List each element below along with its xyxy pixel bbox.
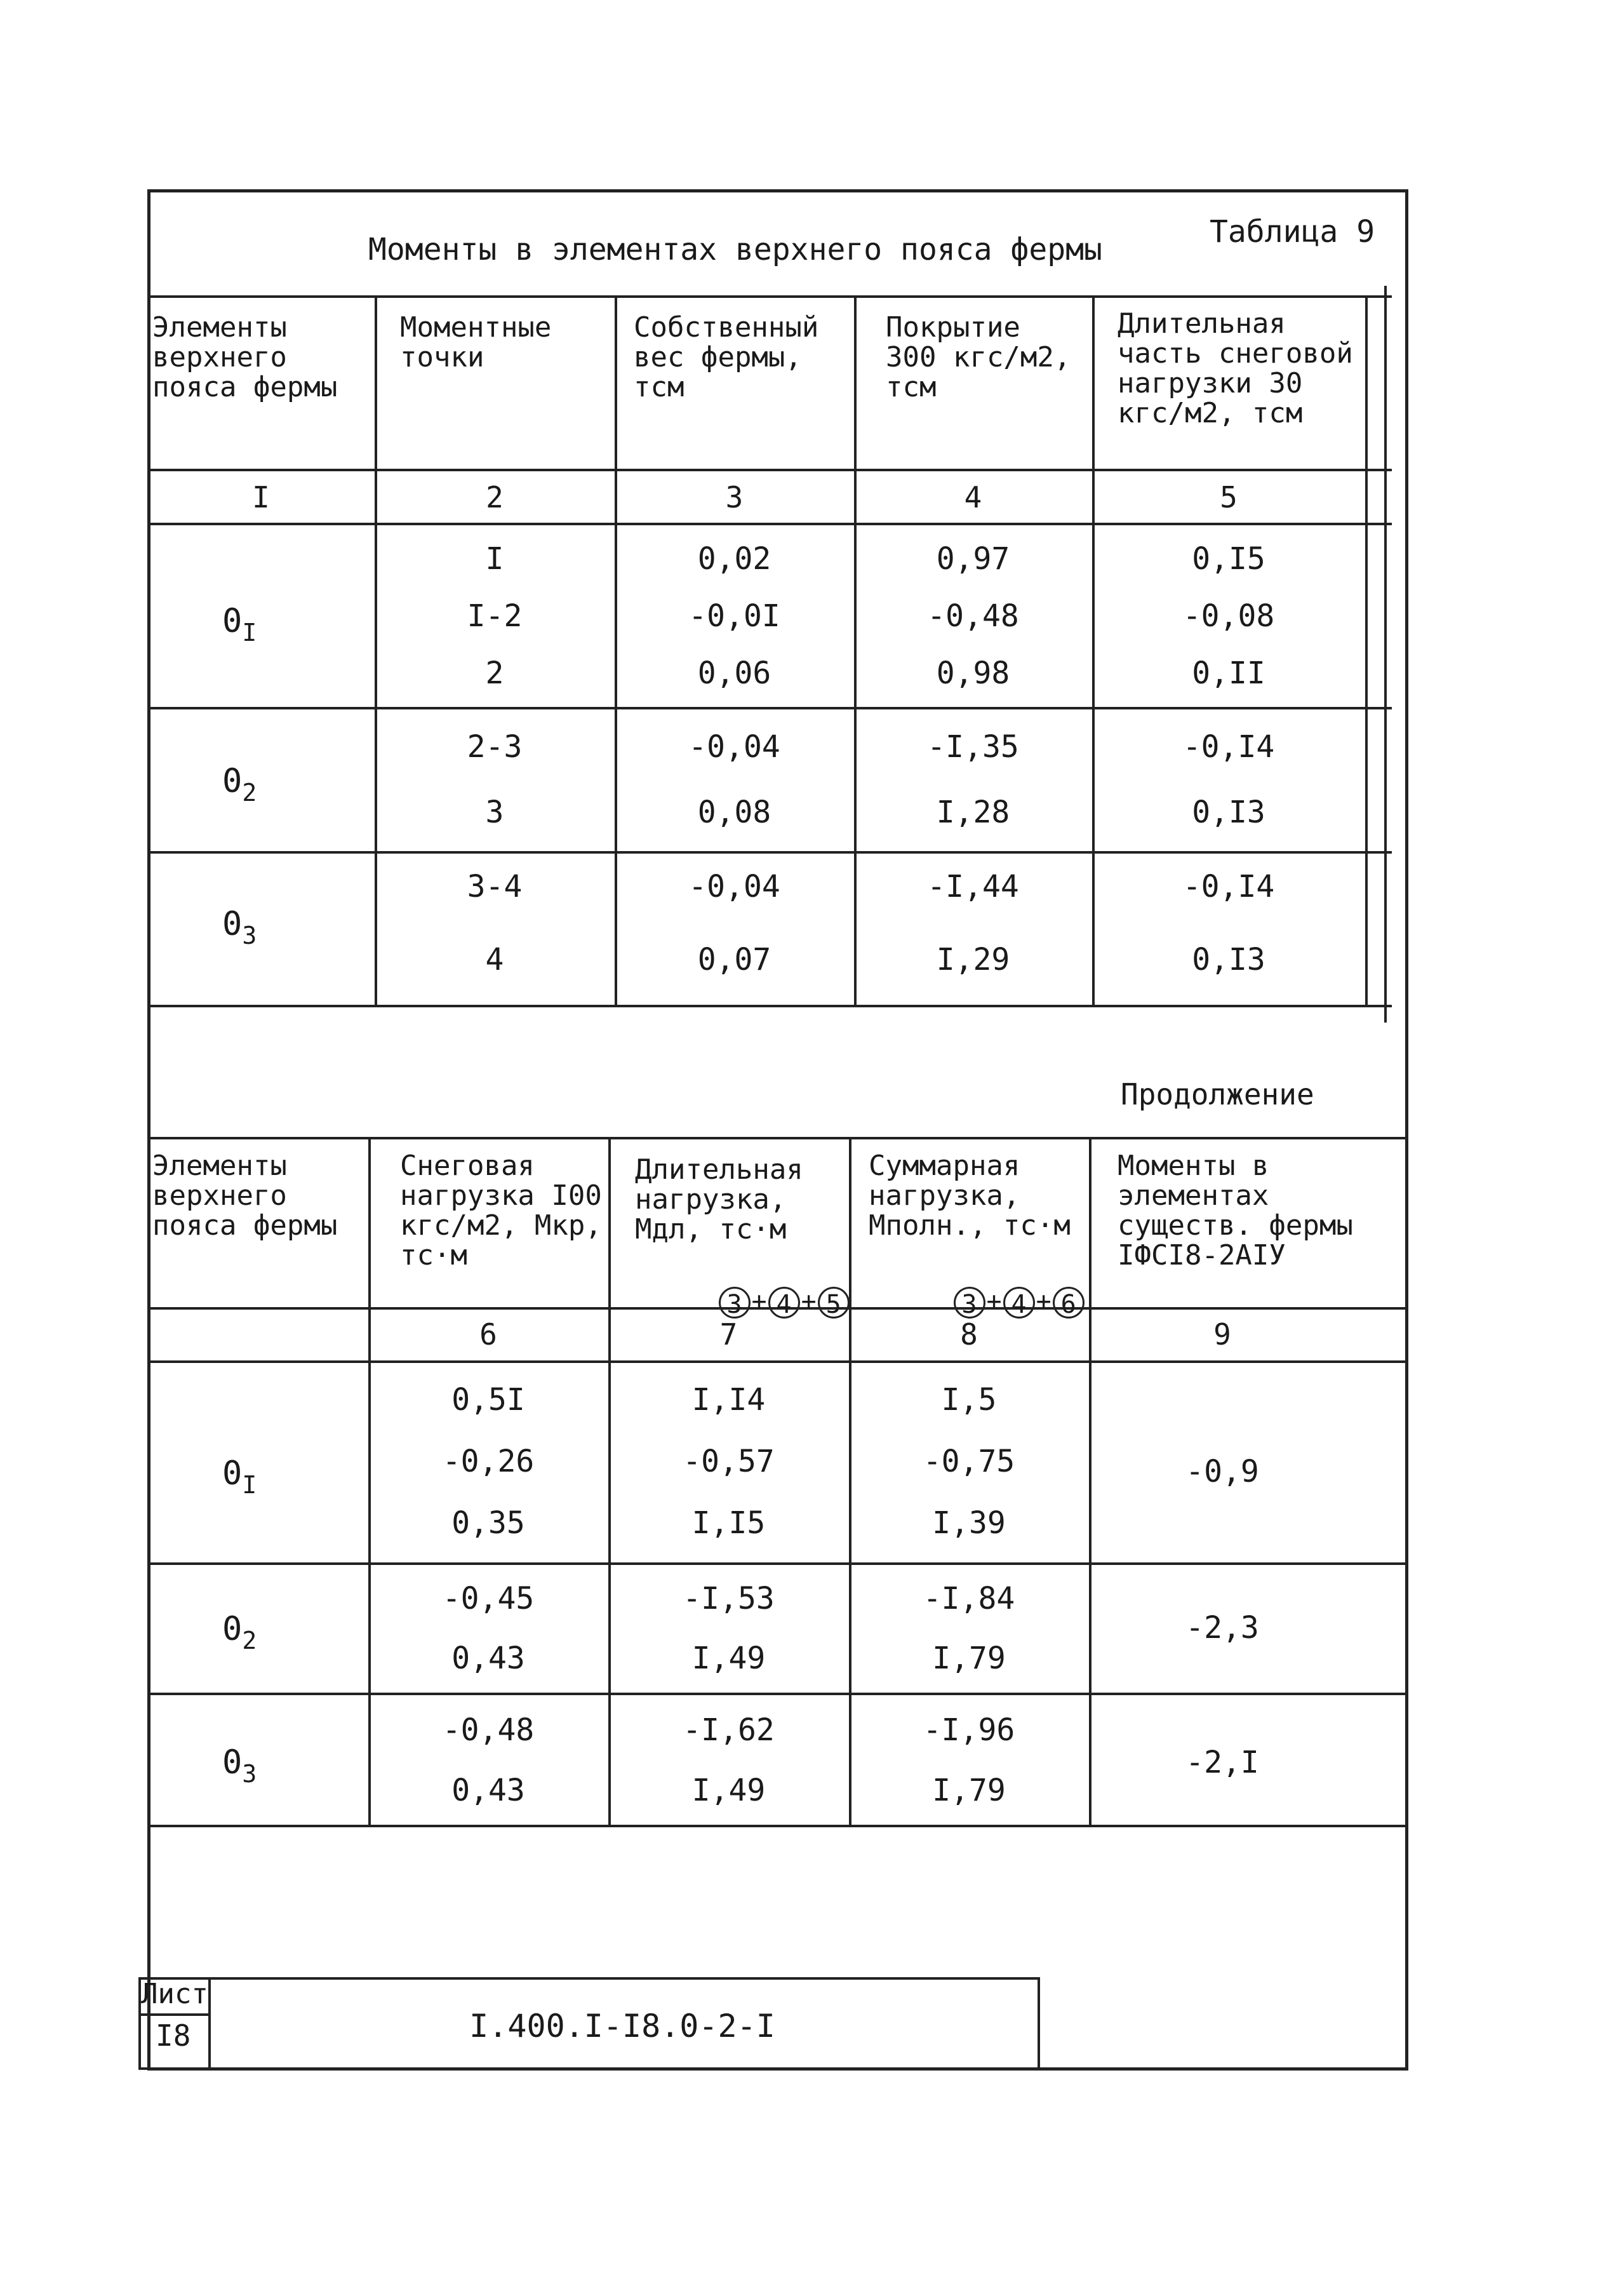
p2-g1-c7: I,I4 -0,57 I,I5 xyxy=(683,1381,775,1541)
p2-element-sub: 2 xyxy=(242,1627,257,1655)
p1-element-sub: 2 xyxy=(242,779,257,807)
continuation-label: Продолжение xyxy=(1121,1077,1314,1111)
p1-element-o3 xyxy=(222,905,257,950)
p2-g3-c6: -0,48 0,43 xyxy=(442,1712,535,1808)
p1-header-snow-long: Длительная часть снеговой нагрузки 30 кгс/м2, тсм xyxy=(1118,307,1353,429)
p1-g1-c5: 0,I5 -0,08 0,II xyxy=(1182,541,1275,691)
p1-col-number: I xyxy=(252,480,270,514)
p2-formula-col8: 3 + 4 + 6 xyxy=(860,1250,1086,1353)
p1-g2-c3: -0,04 0,08 xyxy=(688,729,780,830)
sheet-number: I8 xyxy=(156,2018,191,2053)
p1-element-sub: I xyxy=(242,619,257,647)
p1-element-name: 0 xyxy=(222,905,243,943)
p2-element-o3 xyxy=(222,1743,257,1788)
p1-header-own-weight: Собственный вес фермы, тсм xyxy=(634,311,819,403)
p2-header-element: Элементы верхнего пояса фермы xyxy=(152,1150,338,1242)
p2-element-name: 0 xyxy=(222,1454,243,1493)
p1-g3-points: 3-4 4 xyxy=(467,868,523,977)
p2-g2-c7: -I,53 I,49 xyxy=(683,1581,775,1676)
p2-g1-c9: -0,9 xyxy=(1185,1454,1259,1489)
p2-col-number: 9 xyxy=(1213,1317,1231,1352)
p2-header-snow: Снеговая нагрузка I00 кгс/м2, Мкр, тс·м xyxy=(400,1150,602,1272)
p2-element-sub: 3 xyxy=(242,1760,257,1788)
p2-g1-c8: I,5 -0,75 I,39 xyxy=(923,1381,1015,1541)
p1-header-roof: Покрытие 300 кгс/м2, тсм xyxy=(886,311,1071,403)
circled-3: 3 xyxy=(954,1287,985,1319)
p1-header-moment-points: Моментные точки xyxy=(400,311,552,373)
p1-g3-c3: -0,04 0,07 xyxy=(688,868,780,977)
p2-formula-col7: 3 + 4 + 5 xyxy=(625,1250,851,1353)
p1-g2-points: 2-3 3 xyxy=(467,729,523,830)
p1-header-element: Элементы верхнего пояса фермы xyxy=(152,311,338,403)
page-title: Моменты в элементах верхнего пояса фермы xyxy=(368,232,1102,267)
p2-element-name: 0 xyxy=(222,1610,243,1648)
p2-element-o2 xyxy=(222,1610,257,1655)
p1-col-number: 2 xyxy=(486,480,504,514)
p1-col-number: 3 xyxy=(725,480,744,514)
sheet-label: Лист xyxy=(141,1978,208,2010)
p2-g1-c6: 0,5I -0,26 0,35 xyxy=(442,1381,535,1541)
p2-element-o1 xyxy=(222,1454,257,1499)
p2-header-existing: Моменты в элементах существ. фермы IФСI8-2АIУ xyxy=(1118,1150,1353,1272)
p2-element-sub: I xyxy=(242,1471,257,1499)
p1-g1-c4: 0,97 -0,48 0,98 xyxy=(927,541,1019,691)
p1-g2-c5: -0,I4 0,I3 xyxy=(1182,729,1275,830)
circled-5: 5 xyxy=(818,1287,850,1319)
p2-header-long-load: Длительная нагрузка, Мдл, тс·м xyxy=(635,1153,803,1245)
circled-4: 4 xyxy=(768,1287,800,1319)
circled-4: 4 xyxy=(1003,1287,1035,1319)
p1-element-name: 0 xyxy=(222,762,243,800)
p2-g3-c7: -I,62 I,49 xyxy=(683,1712,775,1808)
p1-element-sub: 3 xyxy=(242,922,257,950)
p1-g1-points: I I-2 2 xyxy=(467,541,523,691)
p2-header-total-load: Суммарная нагрузка, Мполн., тс·м xyxy=(869,1150,1071,1242)
p2-col-number: 8 xyxy=(960,1317,978,1352)
p1-g3-c4: -I,44 I,29 xyxy=(927,868,1019,977)
p1-g1-c3: 0,02 -0,0I 0,06 xyxy=(688,541,780,691)
p2-col-number: 6 xyxy=(479,1317,497,1352)
p1-element-o2 xyxy=(222,762,257,807)
circled-3: 3 xyxy=(719,1287,751,1319)
p2-g3-c9: -2,I xyxy=(1185,1745,1259,1780)
p2-col-number: 7 xyxy=(719,1317,738,1352)
p1-g2-c4: -I,35 I,28 xyxy=(927,729,1019,830)
document-code: I.400.I-I8.0-2-I xyxy=(469,2008,775,2044)
circled-6: 6 xyxy=(1053,1287,1085,1319)
p2-g2-c9: -2,3 xyxy=(1185,1610,1259,1646)
p1-col-number: 4 xyxy=(964,480,982,514)
p2-g3-c8: -I,96 I,79 xyxy=(923,1712,1015,1808)
p1-element-o1 xyxy=(222,602,257,647)
table-number: Таблица 9 xyxy=(1210,214,1375,250)
p2-g2-c6: -0,45 0,43 xyxy=(442,1581,535,1676)
p1-element-name: 0 xyxy=(222,602,243,640)
p1-col-number: 5 xyxy=(1220,480,1238,514)
p2-g2-c8: -I,84 I,79 xyxy=(923,1581,1015,1676)
p2-element-name: 0 xyxy=(222,1743,243,1782)
p1-g3-c5: -0,I4 0,I3 xyxy=(1182,868,1275,977)
